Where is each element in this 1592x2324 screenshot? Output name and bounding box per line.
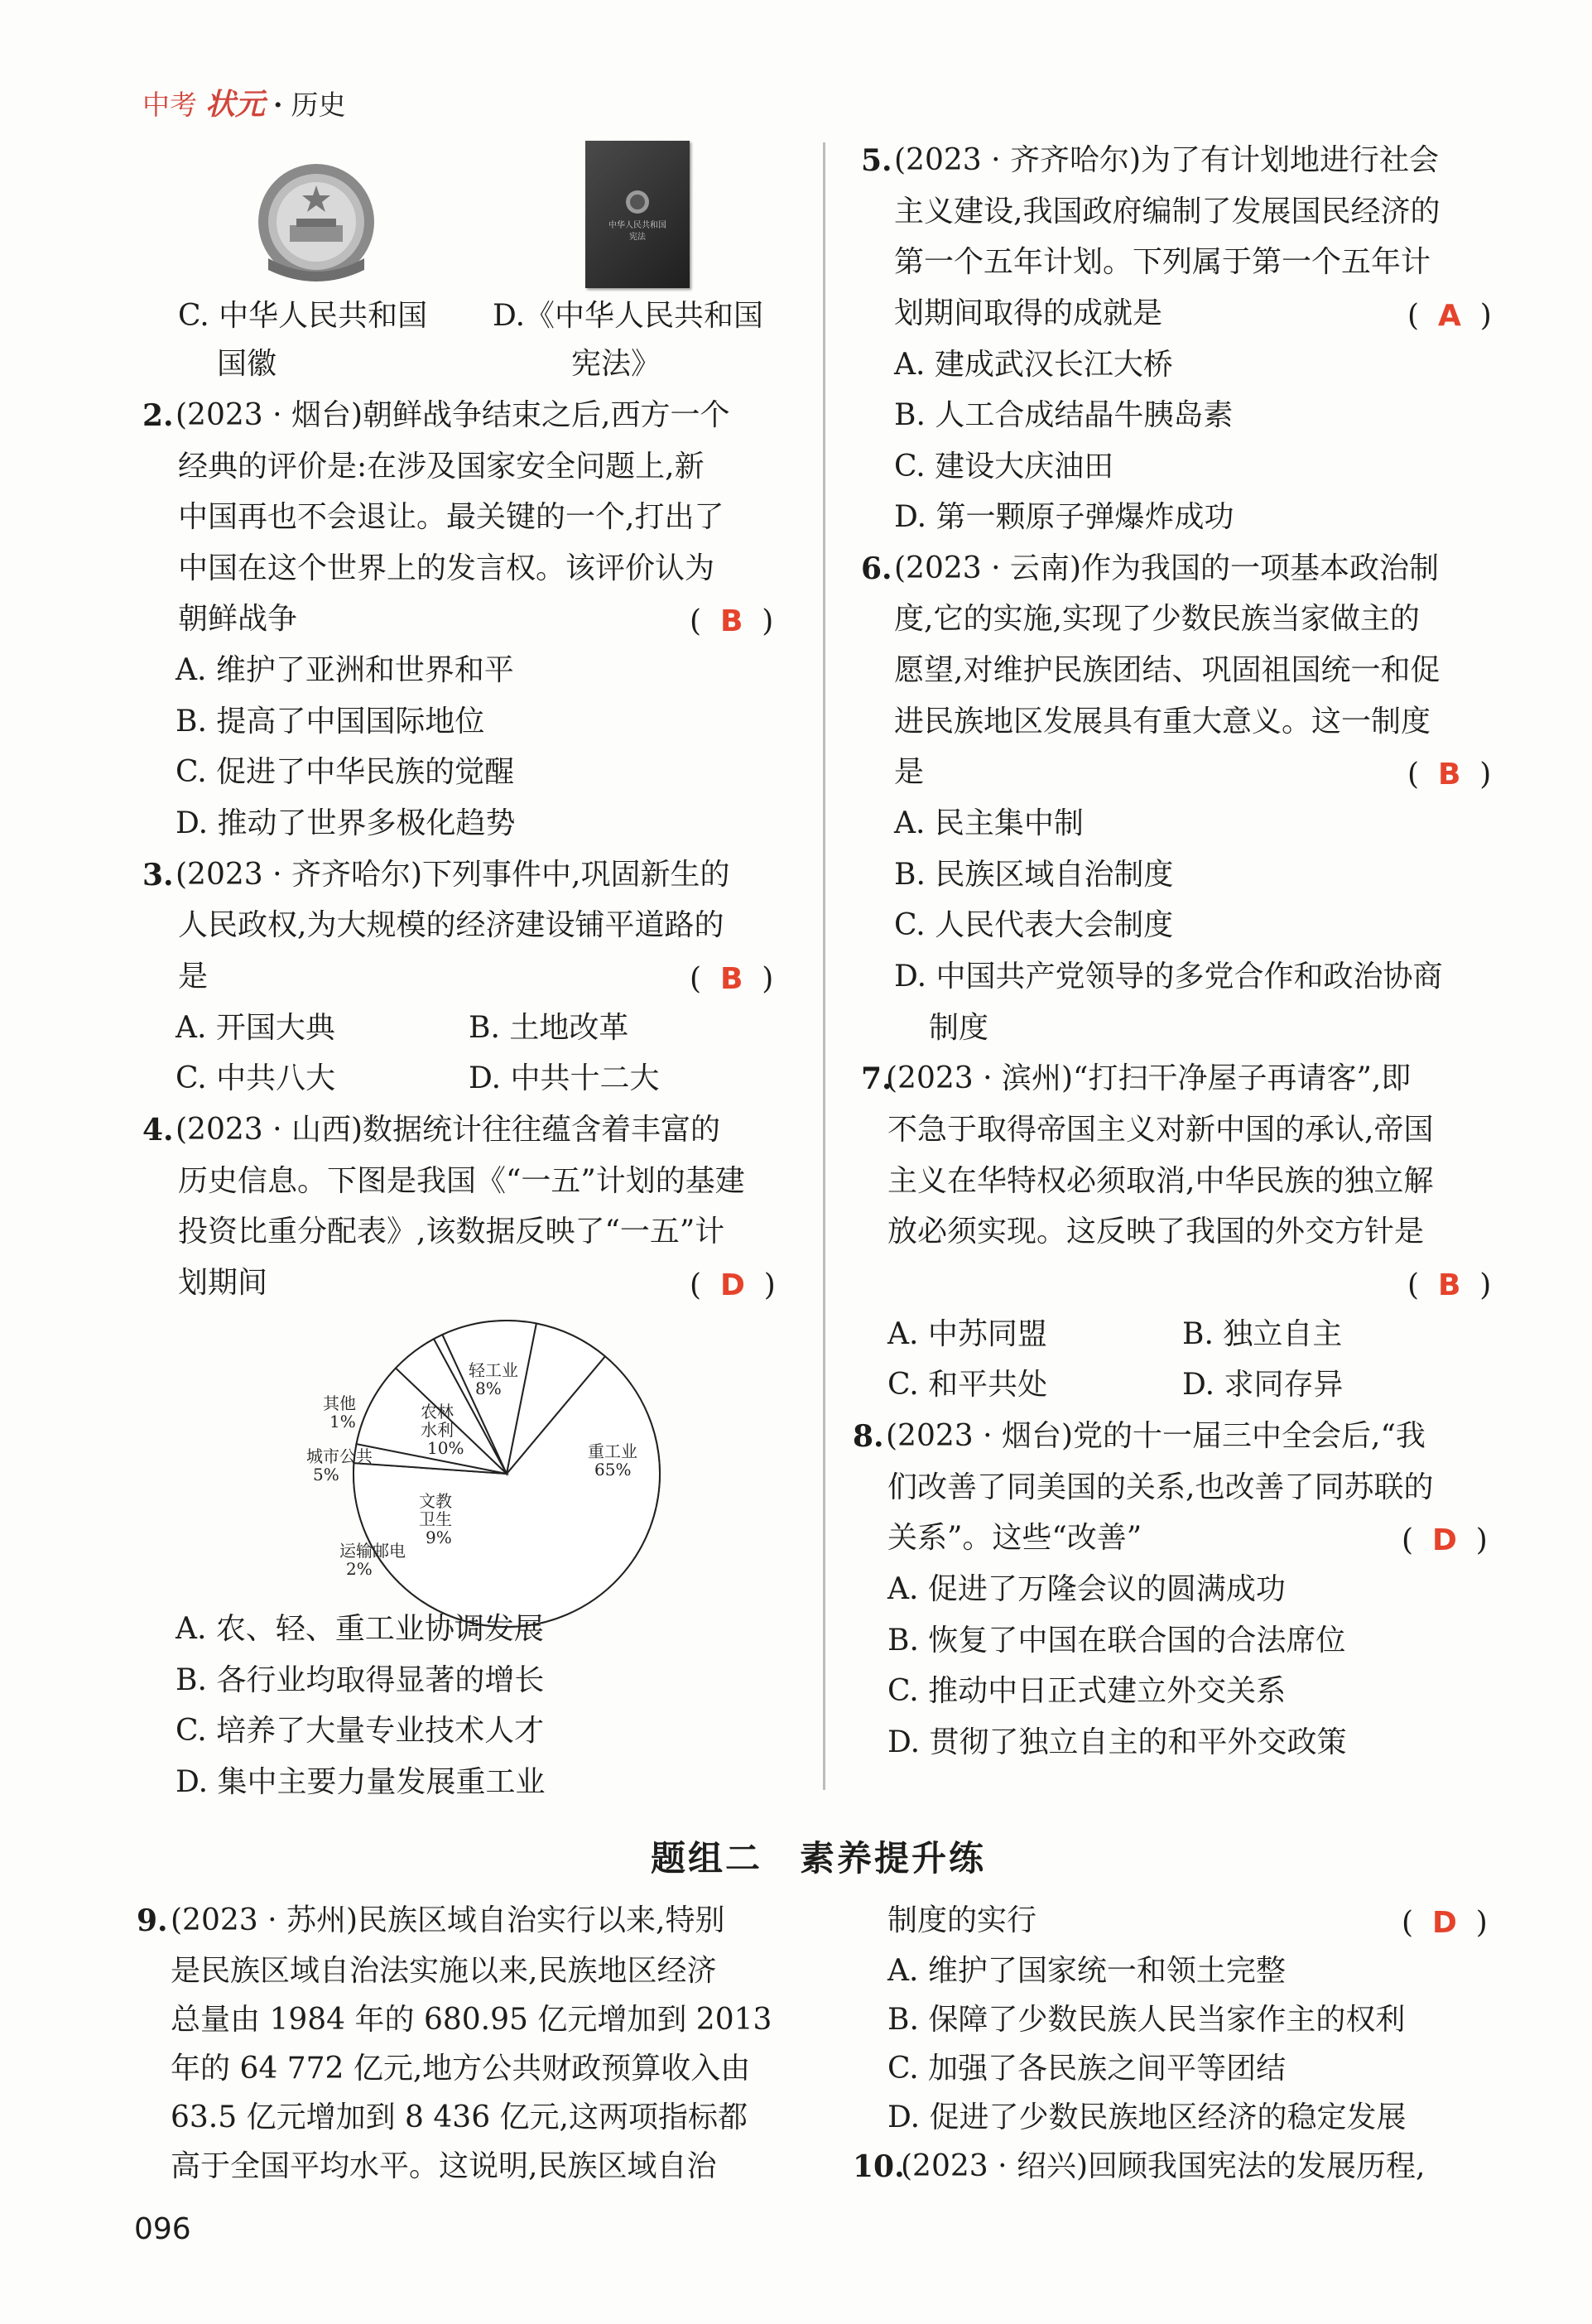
q9-option: C. 加强了各民族之间平等团结 — [887, 2052, 1287, 2086]
q7-number: 7. — [861, 1061, 892, 1096]
pie-label-text: 其他 — [323, 1393, 356, 1413]
q7-stem-line: 不急于取得帝国主义对新中国的承认,帝国 — [887, 1113, 1434, 1147]
q5-stem-line: (2023 · 齐齐哈尔)为了有计划地进行社会 — [894, 143, 1440, 177]
q4-option: A. 农、轻、重工业协调发展 — [176, 1612, 544, 1646]
q9-option: B. 保障了少数民族人民当家作主的权利 — [887, 2003, 1406, 2037]
q6-stem-line: 进民族地区发展具有重大意义。这一制度 — [894, 705, 1431, 739]
section-title: 题组二 素养提升练 — [651, 1838, 987, 1879]
q6-stem-line: 愿望,对维护民族团结、巩固祖国统一和促 — [894, 653, 1440, 687]
pie-percent-text: 1% — [329, 1412, 356, 1431]
q5-answer: ( A ) — [1407, 299, 1492, 333]
national-emblem-image — [252, 161, 381, 291]
q9-answer: ( D ) — [1402, 1906, 1488, 1940]
pie-percent-text: 8% — [475, 1379, 502, 1398]
q4-stem-line: 划期间 — [178, 1266, 268, 1300]
q7-option: C. 和平共处 — [887, 1368, 1048, 1402]
pie-percent-text: 5% — [313, 1465, 339, 1484]
q9-stem-line: 高于全国平均水平。这说明,民族区域自治 — [171, 2149, 717, 2183]
q5-stem-line: 主义建设,我国政府编制了发展国民经济的 — [894, 195, 1440, 229]
q8-option: B. 恢复了中国在联合国的合法席位 — [887, 1624, 1346, 1658]
book-cover-text: 中华人民共和国 宪法 — [608, 221, 666, 242]
q2-stem-line: 经典的评价是:在涉及国家安全问题上,新 — [178, 450, 705, 484]
q3-option: A. 开国大典 — [176, 1011, 335, 1045]
q1-option-c-line1: C. 中华人民共和国 — [178, 299, 428, 333]
pie-label-text: 农林 — [421, 1402, 454, 1422]
q5-option: C. 建设大庆油田 — [894, 450, 1114, 484]
pie-label-text: 卫生 — [419, 1509, 452, 1529]
q6-option: D. 中国共产党领导的多党合作和政治协商 — [894, 960, 1443, 994]
q9-stem-line: (2023 · 苏州)民族区域自治实行以来,特别 — [171, 1903, 725, 1937]
q3-number: 3. — [142, 858, 174, 893]
pie-label — [588, 1441, 637, 1480]
q4-option: D. 集中主要力量发展重工业 — [176, 1765, 546, 1799]
q8-answer: ( D ) — [1402, 1523, 1488, 1557]
q3-option: D. 中共十二大 — [469, 1061, 660, 1095]
q1-option-d-line1: D.《中华人民共和国 — [493, 299, 764, 333]
investment-pie-chart — [290, 1308, 679, 1639]
q2-option: B. 提高了中国国际地位 — [176, 705, 485, 739]
q5-option: D. 第一颗原子弹爆炸成功 — [894, 500, 1234, 534]
q2-stem-line: (2023 · 烟台)朝鲜战争结束之后,西方一个 — [176, 398, 730, 432]
q3-option: C. 中共八大 — [176, 1061, 336, 1095]
pie-percent-text: 10% — [427, 1438, 464, 1458]
pie-label-text: 轻工业 — [469, 1360, 518, 1380]
brand-small: 中考 — [142, 89, 197, 121]
q8-option: A. 促进了万隆会议的圆满成功 — [887, 1572, 1286, 1606]
q6-option: A. 民主集中制 — [894, 806, 1084, 840]
q4-stem-line: 投资比重分配表》,该数据反映了“一五”计 — [178, 1215, 725, 1249]
q6-answer: ( B ) — [1407, 758, 1492, 792]
q5-option: A. 建成武汉长江大桥 — [894, 348, 1173, 382]
q3-answer: ( B ) — [690, 962, 774, 996]
subject-title: 历史 — [291, 89, 346, 121]
q7-stem-line: (2023 · 滨州)“打扫干净屋子再请客”,即 — [886, 1061, 1412, 1095]
q7-option: B. 独立自主 — [1182, 1317, 1343, 1351]
q9-stem-line: 制度的实行 — [887, 1903, 1037, 1937]
q9-stem-line: 63.5 亿元增加到 8 436 亿元,这两项指标都 — [171, 2100, 748, 2134]
q5-stem-line: 划期间取得的成就是 — [894, 296, 1163, 330]
q4-number: 4. — [142, 1113, 174, 1148]
pie-label-text: 重工业 — [588, 1441, 637, 1461]
q2-option: A. 维护了亚洲和世界和平 — [176, 653, 514, 687]
q6-stem-line: 度,它的实施,实现了少数民族当家做主的 — [894, 602, 1420, 636]
q1-option-d-line2: 宪法》 — [571, 347, 661, 381]
q9-stem-line: 是民族区域自治法实施以来,民族地区经济 — [171, 1954, 717, 1988]
q9-option: A. 维护了国家统一和领土完整 — [887, 1954, 1286, 1988]
constitution-book-image — [585, 141, 690, 288]
q6-option-continued: 制度 — [929, 1011, 989, 1045]
q10-number: 10. — [853, 2149, 905, 2184]
q6-stem-line: 是 — [894, 755, 925, 789]
q5-option: B. 人工合成结晶牛胰岛素 — [894, 398, 1234, 432]
q8-stem-line: 们改善了同美国的关系,也改善了同苏联的 — [887, 1470, 1434, 1504]
q4-answer: ( D ) — [690, 1268, 776, 1302]
q3-stem-line: (2023 · 齐齐哈尔)下列事件中,巩固新生的 — [176, 858, 730, 892]
q6-number: 6. — [861, 551, 892, 586]
q8-stem-line: (2023 · 烟台)党的十一届三中全会后,“我 — [886, 1419, 1426, 1453]
q4-stem-line: 历史信息。下图是我国《“一五”计划的基建 — [178, 1164, 745, 1198]
q7-stem-line: 放必须实现。这反映了我国的外交方针是 — [887, 1215, 1425, 1249]
q2-stem-line: 朝鲜战争 — [178, 602, 298, 636]
pie-label-text: 水利 — [421, 1420, 454, 1440]
book-emblem-icon — [624, 189, 651, 215]
q4-option: B. 各行业均取得显著的增长 — [176, 1663, 545, 1697]
q2-stem-line: 中国在这个世界上的发言权。该评价认为 — [178, 551, 715, 585]
q6-option: C. 人民代表大会制度 — [894, 908, 1174, 942]
brand-big: 状元 — [205, 87, 266, 122]
q9-option: D. 促进了少数民族地区经济的稳定发展 — [887, 2100, 1407, 2134]
pie-percent-text: 2% — [346, 1559, 373, 1579]
q7-option: A. 中苏同盟 — [887, 1317, 1047, 1351]
q3-option: B. 土地改革 — [469, 1011, 629, 1045]
q5-stem-line: 第一个五年计划。下列属于第一个五年计 — [894, 245, 1431, 279]
header-brand — [142, 81, 346, 123]
q6-stem-line: (2023 · 云南)作为我国的一项基本政治制 — [894, 551, 1440, 585]
pie-label-text: 运输邮电 — [339, 1541, 406, 1561]
q4-stem-line: (2023 · 山西)数据统计往往蕴含着丰富的 — [176, 1113, 721, 1147]
q8-option: C. 推动中日正式建立外交关系 — [887, 1674, 1287, 1708]
pie-label — [323, 1393, 356, 1431]
q9-stem-line: 总量由 1984 年的 680.95 亿元增加到 2013 — [171, 2003, 772, 2037]
q5-number: 5. — [861, 143, 892, 178]
pie-label-text: 城市公共 — [306, 1446, 373, 1466]
q7-answer: ( B ) — [1407, 1268, 1492, 1302]
q1-option-c-line2: 国徽 — [217, 347, 277, 381]
q9-number: 9. — [137, 1903, 168, 1938]
column-divider — [823, 142, 825, 1790]
q6-option: B. 民族区域自治制度 — [894, 858, 1174, 892]
q3-stem-line: 人民政权,为大规模的经济建设铺平道路的 — [178, 908, 724, 942]
q7-stem-line: 主义在华特权必须取消,中华民族的独立解 — [887, 1164, 1434, 1198]
q9-stem-line: 年的 64 772 亿元,地方公共财政预算收入由 — [171, 2052, 751, 2086]
q8-stem-line: 关系”。这些“改善” — [887, 1521, 1142, 1555]
q2-option: C. 促进了中华民族的觉醒 — [176, 755, 515, 789]
brand-dot: · — [273, 89, 283, 121]
q2-stem-line: 中国再也不会退让。最关键的一个,打出了 — [178, 500, 724, 534]
q2-option: D. 推动了世界多极化趋势 — [176, 806, 516, 840]
q3-stem-line: 是 — [178, 960, 209, 994]
q10-stem-line: (2023 · 绍兴)回顾我国宪法的发展历程, — [901, 2149, 1426, 2183]
q2-number: 2. — [142, 398, 174, 433]
q2-answer: ( B ) — [690, 604, 774, 638]
pie-percent-text: 65% — [594, 1460, 632, 1480]
pie-percent-text: 9% — [426, 1528, 452, 1547]
q8-option: D. 贯彻了独立自主的和平外交政策 — [887, 1725, 1347, 1759]
pie-label-text: 文教 — [419, 1491, 452, 1511]
q7-option: D. 求同存异 — [1182, 1368, 1344, 1402]
q8-number: 8. — [853, 1419, 884, 1454]
q4-option: C. 培养了大量专业技术人才 — [176, 1714, 545, 1748]
page-number: 096 — [134, 2212, 191, 2246]
